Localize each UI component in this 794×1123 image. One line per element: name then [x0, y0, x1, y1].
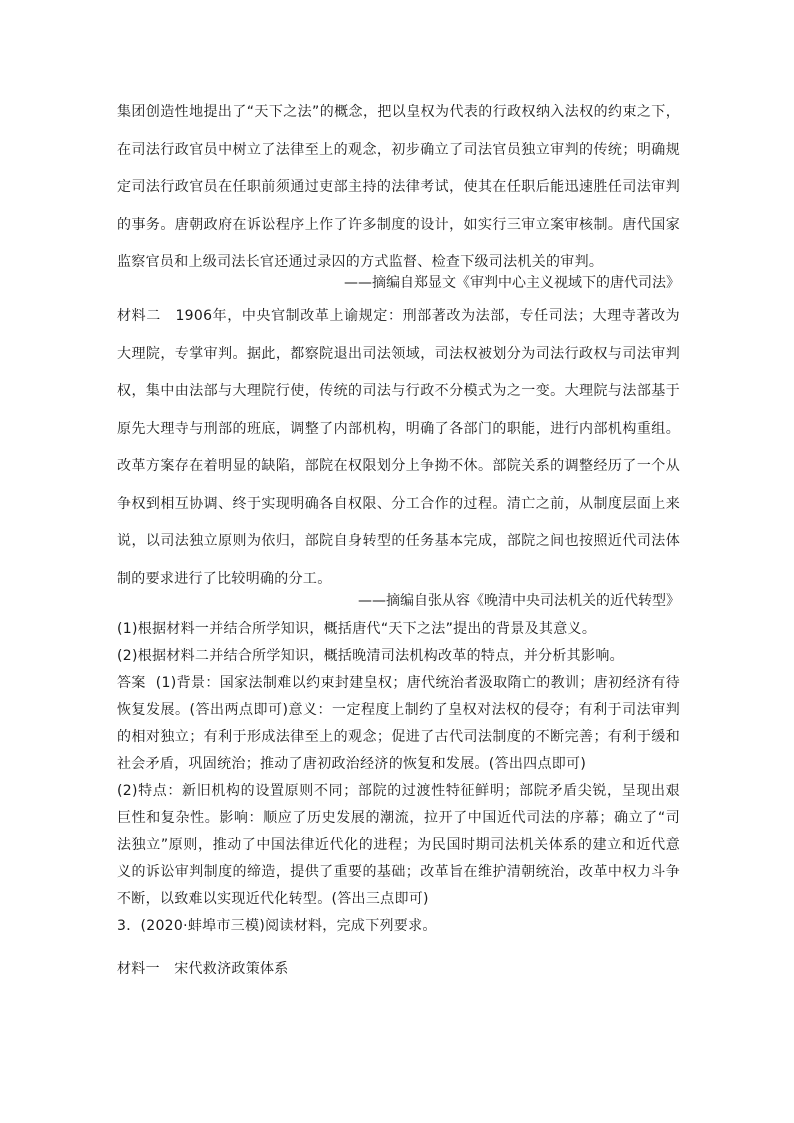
answer-part-two: (2)特点：新旧机构的设置原则不同；部院的过渡性特征鲜明；部院矛盾尖锐，呈现出艰巨性和复杂性。影响：顺应了历史发展的潮流，拉开了中国近代司法的序幕；确立了“司法独立”原则，推动了中国法律近代化的进程；为民国时期司法机关体系的建立和近代意义的诉讼审判制度的缔造，提供了重要的基础；改革旨在维护清朝统治，改革中权力斗争不断，以致难以实现近代化转型。(答出三点即可): [117, 783, 680, 907]
answer-part-one: [117, 670, 680, 778]
material-two-paragraph: 材料二 1906年，中央官制改革上谕规定：刑部著改为法部，专任司法；大理寺著改为大理院，专掌审判。据此，都察院退出司法领域，司法权被划分为司法行政权与司法审判权，集中由法部与大理院行使，传统的司法与行政不分模式为之一变。大理院与法部基于原先大理寺与刑部的班底，调整了内部机构，明确了各部门的职能，进行内部机构重组。改革方案存在着明显的缺陷，部院在权限划分上争拗不休。部院关系的调整经历了一个从争权到相互协调、终于实现明确各自权限、分工合作的过程。清亡之前，从制度层面上来说，以司法独立原则为依归，部院自身转型的任务基本完成，部院之间也按照近代司法体制的要求进行了比较明确的分工。: [117, 308, 680, 587]
question-two: (2)根据材料二并结合所学知识，概括晚清司法机构改革的特点，并分析其影响。: [117, 648, 624, 664]
answer-one-text: (1)背景：国家法制难以约束封建皇权；唐代统治者汲取隋亡的教训；唐初经济有待恢复发展。(答出两点即可)意义：一定程度上制约了皇权对法权的侵夺；有利于司法审判的相对独立；有利于形成法律至上的观念；促进了古代司法制度的不断完善；有利于缓和社会矛盾，巩固统治；推动了唐初政治经济的恢复和发展。(答出四点即可): [117, 675, 680, 772]
next-question-title: 3．(2020·蚌埠市三模)阅读材料，完成下列要求。: [117, 918, 437, 934]
question-one: (1)根据材料一并结合所学知识，概括唐代“天下之法”提出的背景及其意义。: [117, 621, 597, 637]
material-two-source: ——摘编自张从容《晚清中央司法机关的近代转型》: [358, 593, 680, 609]
answer-label: 答案: [117, 675, 146, 691]
material-one-source: ——摘编自郑显文《审判中心主义视域下的唐代司法》: [344, 275, 680, 291]
material-one-paragraph: 集团创造性地提出了“天下之法”的概念，把以皇权为代表的行政权纳入法权的约束之下，在司法行政官员中树立了法律至上的观念，初步确立了司法官员独立审判的传统；明确规定司法行政官员在任职前须通过吏部主持的法律考试，使其在任职后能迅速胜任司法审判的事务。唐朝政府在诉讼程序上作了许多制度的设计，如实行三审立案审核制。唐代国家监察官员和上级司法长官还通过录囚的方式监督、检查下级司法机关的审判。: [117, 104, 680, 270]
next-question-material-one: 材料一 宋代救济政策体系: [117, 961, 289, 977]
